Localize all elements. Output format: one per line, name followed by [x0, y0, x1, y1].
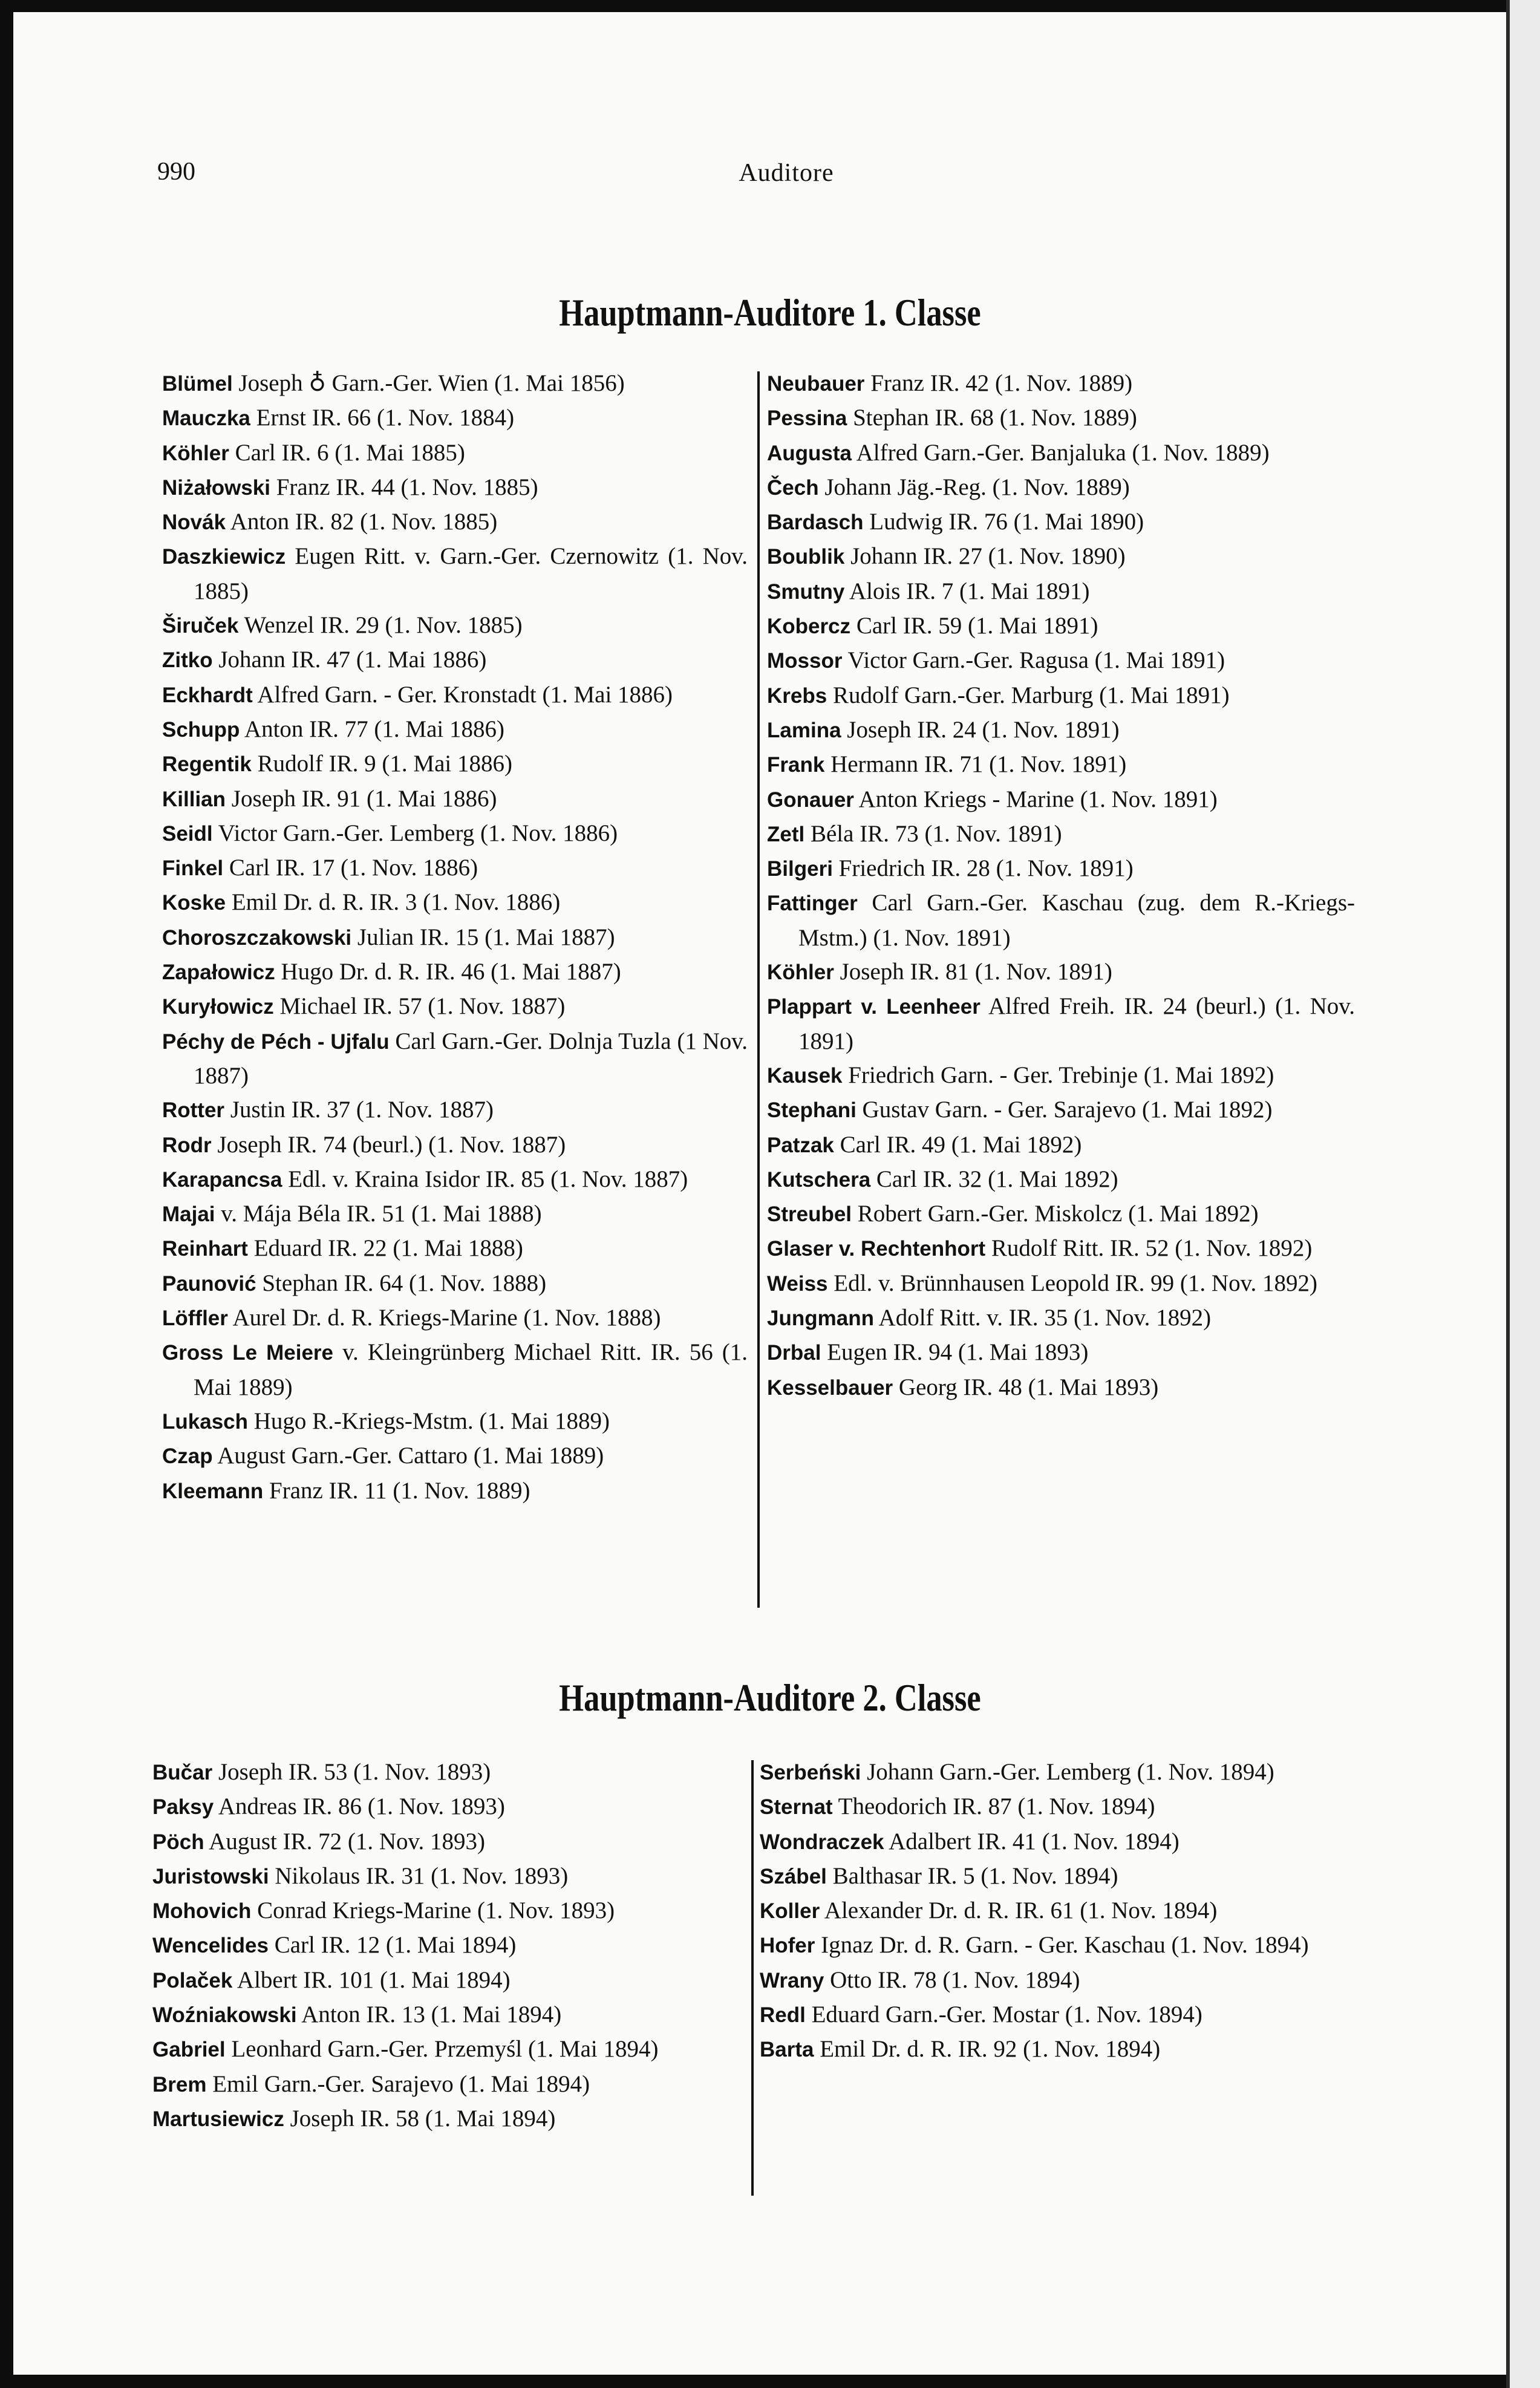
- entry-surname: Mohovich: [152, 1899, 252, 1923]
- entry-details: Friedrich Garn. - Ger. Trebinje (1. Mai 1892): [842, 1062, 1274, 1088]
- entry-details: Anton IR. 82 (1. Nov. 1885): [226, 509, 498, 535]
- entry-surname: Czap: [162, 1444, 213, 1469]
- entry-details: Carl IR. 49 (1. Mai 1892): [834, 1131, 1082, 1158]
- entry-surname: Smutny: [767, 579, 845, 604]
- entry-surname: Redl: [760, 2003, 806, 2028]
- entry-details: Alfred Garn.-Ger. Banjaluka (1. Nov. 1889): [852, 439, 1270, 466]
- list-item: [152, 2032, 742, 2067]
- list-item: [760, 1825, 1355, 1859]
- entry-surname: Pessina: [767, 406, 847, 431]
- list-item: [162, 401, 748, 436]
- page-number: 990: [157, 158, 195, 186]
- entry-surname: Frank: [767, 753, 825, 777]
- list-item: [767, 817, 1355, 852]
- entry-details: Joseph IR. 81 (1. Nov. 1891): [834, 959, 1112, 985]
- entry-details: Wenzel IR. 29 (1. Nov. 1885): [238, 612, 523, 639]
- list-item: [162, 367, 748, 401]
- list-item: [152, 1859, 742, 1894]
- list-item: [162, 608, 748, 643]
- entry-details: Alfred Garn. - Ger. Kronstadt (1. Mai 1886): [252, 681, 673, 708]
- entry-details: Albert IR. 101 (1. Mai 1894): [232, 1966, 511, 1993]
- list-item: [767, 505, 1355, 540]
- entry-surname: Koske: [162, 891, 226, 915]
- entry-details: Hugo R.-Kriegs-Mstm. (1. Mai 1889): [248, 1408, 610, 1434]
- list-item: [767, 367, 1355, 401]
- running-head: Auditore: [739, 159, 834, 187]
- entry-surname: Glaser v. Rechtenhort: [767, 1237, 986, 1261]
- entry-surname: Lukasch: [162, 1409, 248, 1434]
- entry-details: Johann IR. 47 (1. Mai 1886): [212, 647, 487, 673]
- entry-details: Joseph IR. 91 (1. Mai 1886): [226, 785, 497, 812]
- entry-surname: Paunović: [162, 1271, 256, 1296]
- entry-surname: Gabriel: [152, 2038, 226, 2062]
- list-item: [162, 1474, 748, 1509]
- entry-surname: Plappart v. Leenheer: [767, 995, 980, 1019]
- entry-details: Adolf Ritt. v. IR. 35 (1. Nov. 1892): [873, 1305, 1212, 1331]
- list-item: [152, 1928, 742, 1963]
- list-item: [760, 1755, 1355, 1790]
- list-item: [162, 747, 748, 781]
- entry-details: Robert Garn.-Ger. Miskolcz (1. Mai 1892): [852, 1201, 1259, 1227]
- entry-details: Carl Garn.-Ger. Kaschau (zug. dem R.-Kriegs-Mstm.) (1. Nov. 1891): [798, 890, 1355, 951]
- entry-details: Carl Garn.-Ger. Dolnja Tuzla (1 Nov. 1887): [194, 1028, 748, 1089]
- list-item: [162, 1128, 748, 1163]
- entry-surname: Bardasch: [767, 511, 864, 535]
- entry-details: Ludwig IR. 76 (1. Mai 1890): [863, 509, 1144, 535]
- entry-details: Hermann IR. 71 (1. Nov. 1891): [824, 751, 1127, 778]
- entry-details: Edl. v. Brünnhausen Leopold IR. 99 (1. Nov. 1892): [827, 1270, 1318, 1296]
- entry-surname: Majai: [162, 1202, 215, 1227]
- entry-surname: Paksy: [152, 1795, 214, 1819]
- list-item: [760, 2032, 1355, 2067]
- entry-details: Johann IR. 27 (1. Nov. 1890): [844, 543, 1126, 570]
- list-item: [767, 679, 1355, 713]
- entry-details: Anton IR. 13 (1. Mai 1894): [296, 2001, 562, 2028]
- entry-details: Carl IR. 17 (1. Nov. 1886): [223, 855, 478, 881]
- entry-details: August IR. 72 (1. Nov. 1893): [204, 1828, 485, 1855]
- list-item: [767, 471, 1355, 505]
- entry-details: Victor Garn.-Ger. Lemberg (1. Nov. 1886): [212, 820, 618, 846]
- entry-surname: Barta: [760, 2038, 814, 2062]
- list-item: [767, 955, 1355, 990]
- section-1-title: Hauptmann-Auditore 1. Classe: [559, 291, 981, 334]
- entry-surname: Širuček: [162, 614, 239, 638]
- entry-details: Béla IR. 73 (1. Nov. 1891): [804, 820, 1062, 847]
- entry-details: Carl IR. 12 (1. Mai 1894): [268, 1932, 517, 1959]
- entry-details: Johann Jäg.-Reg. (1. Nov. 1889): [818, 474, 1130, 500]
- entry-surname: Gonauer: [767, 788, 854, 812]
- entry-surname: Zapałowicz: [162, 961, 275, 985]
- entry-details: Ignaz Dr. d. R. Garn. - Ger. Kaschau (1. Nov. 1894): [815, 1932, 1309, 1959]
- entry-details: Carl IR. 59 (1. Mai 1891): [850, 613, 1098, 639]
- list-item: [152, 1790, 742, 1824]
- entry-surname: Blümel: [162, 372, 233, 396]
- entry-details: Justin IR. 37 (1. Nov. 1887): [224, 1097, 494, 1123]
- list-item: [162, 1232, 748, 1266]
- list-item: [767, 1371, 1355, 1405]
- entry-details: v. Mája Béla IR. 51 (1. Mai 1888): [215, 1201, 542, 1227]
- list-item: [152, 1894, 742, 1928]
- section-1-right-column: [767, 367, 1355, 1405]
- entry-surname: Kesselbauer: [767, 1375, 893, 1400]
- entry-surname: Mossor: [767, 649, 843, 673]
- list-item: [767, 1301, 1355, 1336]
- entry-surname: Kobercz: [767, 615, 851, 639]
- entry-details: Julian IR. 15 (1. Mai 1887): [351, 924, 615, 950]
- entry-details: Emil Garn.-Ger. Sarajevo (1. Mai 1894): [206, 2070, 590, 2097]
- entry-surname: Koller: [760, 1899, 820, 1923]
- list-item: [162, 1439, 748, 1473]
- list-item: [760, 1790, 1355, 1824]
- list-item: [767, 575, 1355, 609]
- list-item: [162, 505, 748, 540]
- list-item: [162, 678, 748, 713]
- entry-surname: Pöch: [152, 1830, 204, 1854]
- entry-surname: Daszkiewicz: [162, 545, 286, 569]
- list-item: [767, 401, 1355, 436]
- list-item: [162, 1301, 748, 1336]
- list-item: [162, 540, 748, 608]
- list-item: [152, 1963, 742, 1998]
- list-item: [152, 1825, 742, 1859]
- entry-surname: Killian: [162, 787, 226, 811]
- list-item: [162, 921, 748, 955]
- list-item: [767, 1336, 1355, 1370]
- entry-details: Stephan IR. 64 (1. Nov. 1888): [256, 1270, 547, 1296]
- list-item: [767, 644, 1355, 678]
- list-item: [767, 1267, 1355, 1301]
- entry-details: Balthasar IR. 5 (1. Nov. 1894): [826, 1862, 1118, 1889]
- entry-surname: Hofer: [760, 1934, 815, 1958]
- list-item: [152, 2067, 742, 2102]
- entry-details: Eugen IR. 94 (1. Mai 1893): [821, 1339, 1089, 1366]
- list-item: [162, 713, 748, 747]
- list-item: [162, 643, 748, 677]
- entry-details: Franz IR. 42 (1. Nov. 1889): [864, 370, 1133, 396]
- entry-details: Franz IR. 44 (1. Nov. 1885): [270, 474, 538, 500]
- entry-surname: Köhler: [767, 961, 834, 985]
- entry-details: Edl. v. Kraina Isidor IR. 85 (1. Nov. 1887): [282, 1166, 688, 1192]
- list-item: [767, 1093, 1355, 1127]
- entry-details: Adalbert IR. 41 (1. Nov. 1894): [884, 1828, 1179, 1855]
- entry-surname: Schupp: [162, 717, 240, 742]
- entry-surname: Novák: [162, 511, 226, 535]
- entry-details: Alois IR. 7 (1. Mai 1891): [844, 578, 1090, 604]
- entry-details: Nikolaus IR. 31 (1. Nov. 1893): [269, 1862, 569, 1889]
- list-item: [162, 471, 748, 505]
- entry-surname: Weiss: [767, 1271, 828, 1296]
- entry-surname: Brem: [152, 2072, 207, 2096]
- entry-details: August Garn.-Ger. Cattaro (1. Mai 1889): [212, 1443, 604, 1469]
- entry-details: Aurel Dr. d. R. Kriegs-Marine (1. Nov. 1888): [227, 1305, 661, 1331]
- entry-details: Carl IR. 32 (1. Mai 1892): [870, 1166, 1118, 1192]
- entry-details: Michael IR. 57 (1. Nov. 1887): [273, 993, 566, 1020]
- entry-surname: Augusta: [767, 441, 852, 465]
- list-item: [162, 955, 748, 990]
- section-2-right-column: [760, 1755, 1355, 2067]
- entry-surname: Lamina: [767, 718, 841, 742]
- entry-surname: Bučar: [152, 1761, 213, 1784]
- entry-details: Rudolf IR. 9 (1. Mai 1886): [251, 751, 512, 777]
- list-item: [760, 1928, 1355, 1963]
- entry-details: Otto IR. 78 (1. Nov. 1894): [824, 1966, 1080, 1993]
- entry-details: Alfred Freih. IR. 24 (beurl.) (1. Nov. 1891): [798, 993, 1355, 1054]
- entry-details: Theodorich IR. 87 (1. Nov. 1894): [832, 1793, 1155, 1820]
- list-item: [767, 990, 1355, 1059]
- list-item: [767, 436, 1355, 471]
- entry-surname: Woźniakowski: [152, 2003, 297, 2028]
- entry-surname: Jungmann: [767, 1307, 874, 1331]
- entry-details: Ernst IR. 66 (1. Nov. 1884): [250, 405, 515, 431]
- entry-surname: Gross Le Meiere: [162, 1341, 333, 1365]
- entry-surname: Seidl: [162, 821, 213, 846]
- entry-details: Conrad Kriegs-Marine (1. Nov. 1893): [251, 1897, 615, 1924]
- list-item: [767, 1197, 1355, 1232]
- list-item: [767, 783, 1355, 817]
- entry-details: Anton IR. 77 (1. Mai 1886): [240, 716, 504, 742]
- entry-surname: Rodr: [162, 1133, 212, 1157]
- entry-surname: Karapancsa: [162, 1167, 282, 1192]
- entry-surname: Serbeński: [760, 1761, 861, 1784]
- entry-surname: Mauczka: [162, 406, 250, 431]
- entry-surname: Szábel: [760, 1864, 827, 1888]
- entry-details: Joseph IR. 74 (beurl.) (1. Nov. 1887): [211, 1131, 566, 1158]
- entry-details: Franz IR. 11 (1. Nov. 1889): [263, 1477, 530, 1504]
- list-item: [767, 1128, 1355, 1163]
- entry-details: Georg IR. 48 (1. Mai 1893): [893, 1374, 1159, 1400]
- list-item: [162, 1197, 748, 1232]
- list-item: [767, 852, 1355, 886]
- entry-details: Carl IR. 6 (1. Mai 1885): [229, 439, 465, 466]
- list-item: [767, 609, 1355, 644]
- list-item: [767, 1059, 1355, 1093]
- list-item: [162, 1404, 748, 1439]
- entry-details: Eduard Garn.-Ger. Mostar (1. Nov. 1894): [805, 2001, 1202, 2028]
- entry-details: Andreas IR. 86 (1. Nov. 1893): [214, 1793, 505, 1820]
- entry-surname: Zitko: [162, 648, 213, 673]
- list-item: [760, 1963, 1355, 1998]
- entry-surname: Kleemann: [162, 1479, 264, 1503]
- entry-details: Rudolf Garn.-Ger. Marburg (1. Mai 1891): [827, 682, 1230, 708]
- list-item: [162, 1093, 748, 1127]
- entry-surname: Neubauer: [767, 372, 865, 396]
- entry-surname: Bilgeri: [767, 857, 833, 881]
- entry-details: Eduard IR. 22 (1. Mai 1888): [247, 1235, 523, 1262]
- entry-details: Friedrich IR. 28 (1. Nov. 1891): [832, 855, 1134, 882]
- entry-surname: Martusiewicz: [152, 2107, 284, 2131]
- entry-surname: Köhler: [162, 441, 229, 465]
- entry-details: Joseph IR. 24 (1. Nov. 1891): [841, 716, 1120, 743]
- entry-details: Emil Dr. d. R. IR. 3 (1. Nov. 1886): [226, 889, 561, 916]
- entry-surname: Rotter: [162, 1098, 225, 1123]
- entry-surname: Löffler: [162, 1307, 228, 1331]
- section-2-title: Hauptmann-Auditore 2. Classe: [559, 1676, 981, 1719]
- entry-details: Joseph IR. 58 (1. Mai 1894): [284, 2105, 556, 2132]
- list-item: [162, 851, 748, 886]
- list-item: [760, 1894, 1355, 1928]
- entry-surname: Eckhardt: [162, 683, 253, 707]
- entry-details: Hugo Dr. d. R. IR. 46 (1. Mai 1887): [275, 959, 621, 985]
- entry-surname: Wondraczek: [760, 1830, 884, 1854]
- entry-surname: Péchy de Péch - Ujfalu: [162, 1029, 390, 1054]
- list-item: [162, 1267, 748, 1301]
- list-item: [760, 1859, 1355, 1894]
- entry-surname: Choroszczakowski: [162, 925, 352, 950]
- entry-surname: Regentik: [162, 752, 252, 777]
- entry-details: Rudolf Ritt. IR. 52 (1. Nov. 1892): [985, 1235, 1313, 1262]
- column-divider-2: [751, 1760, 754, 2196]
- entry-surname: Kausek: [767, 1063, 843, 1088]
- list-item: [760, 1998, 1355, 2032]
- entry-details: Gustav Garn. - Ger. Sarajevo (1. Mai 1892): [856, 1097, 1273, 1123]
- list-item: [767, 886, 1355, 955]
- entry-details: Emil Dr. d. R. IR. 92 (1. Nov. 1894): [814, 2036, 1161, 2063]
- section-2-left-column: [152, 1755, 742, 2136]
- entry-surname: Niżałowski: [162, 475, 270, 500]
- entry-surname: Reinhart: [162, 1237, 248, 1261]
- entry-details: Eugen Ritt. v. Garn.-Ger. Czernowitz (1. Nov. 1885): [194, 543, 748, 604]
- scanner-edge-strip: [1506, 0, 1540, 2388]
- list-item: [152, 1998, 742, 2032]
- list-item: [767, 748, 1355, 782]
- list-item: [162, 436, 748, 471]
- entry-surname: Wrany: [760, 1968, 824, 1992]
- list-item: [767, 1163, 1355, 1197]
- entry-details: v. Kleingrünberg Michael Ritt. IR. 56 (1. Mai 1889): [194, 1339, 748, 1400]
- entry-surname: Fattinger: [767, 892, 858, 916]
- entry-details: Joseph ♁ Garn.-Ger. Wien (1. Mai 1856): [232, 370, 625, 396]
- list-item: [152, 2102, 742, 2136]
- entry-surname: Boublik: [767, 545, 845, 569]
- entry-surname: Polaček: [152, 1968, 233, 1992]
- entry-details: Joseph IR. 53 (1. Nov. 1893): [212, 1759, 491, 1785]
- entry-surname: Kuryłowicz: [162, 995, 274, 1019]
- list-item: [162, 990, 748, 1024]
- entry-surname: Streubel: [767, 1202, 852, 1227]
- entry-surname: Wencelides: [152, 1934, 269, 1958]
- entry-details: Alexander Dr. d. R. IR. 61 (1. Nov. 1894): [820, 1897, 1218, 1924]
- column-divider-1: [757, 371, 760, 1608]
- entry-surname: Stephani: [767, 1098, 856, 1123]
- entry-details: Victor Garn.-Ger. Ragusa (1. Mai 1891): [842, 647, 1225, 674]
- entry-details: Leonhard Garn.-Ger. Przemyśl (1. Mai 1894): [225, 2036, 659, 2063]
- list-item: [767, 1232, 1355, 1266]
- entry-details: Anton Kriegs - Marine (1. Nov. 1891): [853, 786, 1218, 812]
- list-item: [162, 782, 748, 817]
- entry-surname: Kutschera: [767, 1167, 871, 1192]
- list-item: [162, 1163, 748, 1197]
- entry-surname: Krebs: [767, 683, 827, 708]
- entry-surname: Zetl: [767, 822, 805, 846]
- list-item: [767, 540, 1355, 574]
- list-item: [162, 886, 748, 920]
- list-item: [767, 713, 1355, 748]
- entry-surname: Čech: [767, 475, 819, 500]
- section-1-left-column: [162, 367, 748, 1509]
- entry-surname: Juristowski: [152, 1864, 269, 1888]
- list-item: [162, 817, 748, 851]
- entry-details: Johann Garn.-Ger. Lemberg (1. Nov. 1894): [861, 1759, 1274, 1785]
- entry-surname: Sternat: [760, 1795, 833, 1819]
- list-item: [162, 1025, 748, 1094]
- entry-details: Stephan IR. 68 (1. Nov. 1889): [847, 405, 1137, 431]
- list-item: [152, 1755, 742, 1790]
- entry-surname: Drbal: [767, 1341, 821, 1365]
- list-item: [162, 1336, 748, 1404]
- entry-surname: Patzak: [767, 1133, 834, 1157]
- entry-surname: Finkel: [162, 856, 224, 881]
